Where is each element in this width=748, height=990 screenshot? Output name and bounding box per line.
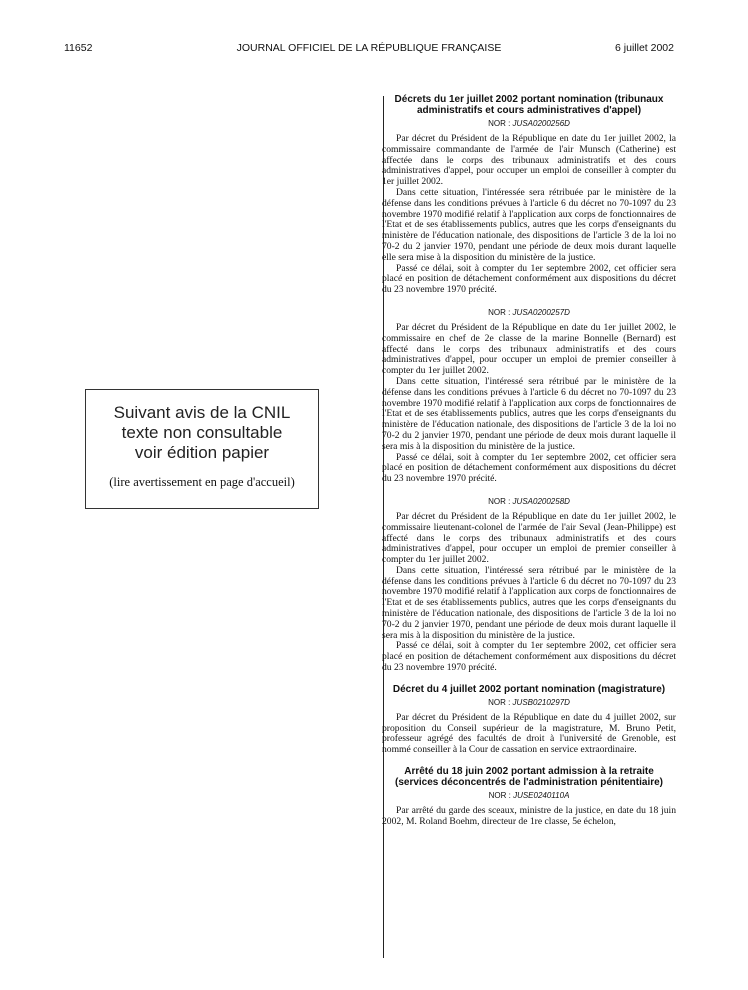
paragraph: Passé ce délai, soit à compter du 1er septembre 2002, cet officier sera placé en position de détachement conformément aux dispositions du décret du 23 novembre 1970 précité. [382, 640, 676, 674]
paragraph: Passé ce délai, soit à compter du 1er septembre 2002, cet officier sera placé en position de détachement conformément aux dispositions du décret du 23 novembre 1970 précité. [382, 451, 676, 485]
cnil-notice-box [85, 389, 319, 509]
nor-reference [382, 791, 676, 800]
paragraph: Par décret du Président de la République en date du 1er juillet 2002, le commissaire en chef de 2e classe de la marine Bonnelle (Bernard) est affecté dans le corps des tribunaux administratifs et des cours administratives d'appel, pour occuper un emploi de premier conseiller à compter du 1er juillet 2002. [382, 321, 676, 377]
nor-code: JUSA0200258D [512, 496, 570, 506]
decree-entry [382, 119, 676, 296]
nor-reference [382, 308, 676, 317]
paragraph: Dans cette situation, l'intéressé sera rétribué par le ministère de la défense dans les conditions prévues à l'article 6 du décret no 70-1097 du 23 novembre 1970 modifié relatif à l'application aux corps de fonctionnaires de l'Etat et de ses établissements publics, autres que les corps d'enseignants du ministère de l'éducation nationale, des dispositions de l'article 3 de la loi no 70-2 du 2 janvier 1970, pendant une période de deux mois durant laquelle il sera mis à la disposition du ministère de la justice. [382, 564, 676, 641]
page-header [64, 42, 674, 58]
paragraph: Par décret du Président de la République en date du 1er juillet 2002, le commissaire lieutenant-colonel de l'armée de l'air Seval (Jean-Philippe) est affecté dans le corps des tribunaux administratifs et des cours administratives d'appel, pour occuper un emploi de premier conseiller à compter du 1er juillet 2002. [382, 510, 676, 566]
nor-reference [382, 698, 676, 707]
right-column [382, 94, 676, 828]
cnil-notice-line-1: Suivant avis de la CNIL [113, 403, 291, 422]
paragraph: Passé ce délai, soit à compter du 1er septembre 2002, cet officier sera placé en position de détachement conformément aux dispositions du décret du 23 novembre 1970 précité. [382, 262, 676, 296]
nor-label: NOR : [488, 496, 511, 506]
nor-label: NOR : [488, 307, 511, 317]
nor-reference [382, 497, 676, 506]
paragraph: Par arrêté du garde des sceaux, ministre de la justice, en date du 18 juin 2002, M. Roland Boehm, directeur de 1re classe, 5e échelon, [382, 805, 676, 827]
nor-label: NOR : [488, 697, 511, 707]
decrets-title: Décrets du 1er juillet 2002 portant nomination (tribunaux administratifs et cours administratives d'appel) [394, 94, 664, 116]
paragraph: Par décret du Président de la République en date du 1er juillet 2002, la commissaire commandante de l'armée de l'air Munsch (Catherine) est affectée dans le corps des tribunaux administratifs et des cours administratives d'appel, pour occuper un emploi de conseiller à compter du 1er juillet 2002. [382, 133, 676, 188]
cnil-notice-line-3: voir édition papier [134, 443, 270, 462]
issue-date: 6 juillet 2002 [615, 42, 674, 54]
decret-magistrature-title: Décret du 4 juillet 2002 portant nomination (magistrature) [392, 683, 666, 695]
paragraph: Par décret du Président de la République en date du 4 juillet 2002, sur proposition du Conseil supérieur de la magistrature, M. Bruno Petit, professeur agrégé des facultés de droit à l'université de Grenoble, est nommé conseiller à la Cour de cassation en service extraordinaire. [382, 711, 676, 756]
nor-code: JUSE0240110A [513, 791, 570, 801]
nor-label: NOR : [488, 791, 511, 801]
nor-code: JUSA0200257D [512, 307, 570, 317]
nor-code: JUSB0210297D [512, 697, 570, 707]
paragraph: Dans cette situation, l'intéressée sera rétribuée par le ministère de la défense dans les conditions prévues à l'article 6 du décret no 70-1097 du 23 novembre 1970 modifié relatif à l'application aux corps de fonctionnaires de l'Etat et de ses établissements publics, autres que les corps d'enseignants du ministère de l'éducation nationale, des dispositions de l'article 3 de la loi no 70-2 du 2 janvier 1970, pendant une période de deux mois durant laquelle elle sera mise à la disposition du ministère de la justice. [382, 186, 676, 263]
arrete-title: Arrêté du 18 juin 2002 portant admission à la retraite (services déconcentrés de l'administration pénitentiaire) [394, 766, 664, 789]
decree-entry [382, 308, 676, 485]
decree-entry [382, 497, 676, 674]
nor-code: JUSA0200256D [512, 119, 570, 128]
paragraph: Dans cette situation, l'intéressé sera rétribué par le ministère de la défense dans les conditions prévues à l'article 6 du décret no 70-1097 du 23 novembre 1970 modifié relatif à l'application aux corps de fonctionnaires de l'Etat et de ses établissements publics, autres que les corps d'enseignants du ministère de l'éducation nationale, des dispositions de l'article 3 de la loi no 70-2 du 2 janvier 1970, pendant une période de deux mois durant laquelle il sera mis à la disposition du ministère de la justice. [382, 375, 676, 452]
journal-title: JOURNAL OFFICIEL DE LA RÉPUBLIQUE FRANÇAISE [236, 42, 502, 54]
nor-reference [382, 119, 676, 128]
page-number: 11652 [64, 42, 93, 54]
cnil-notice-note: (lire avertissement en page d'accueil) [109, 475, 295, 489]
cnil-notice-line-2: texte non consultable [121, 423, 283, 442]
nor-label: NOR : [488, 119, 511, 128]
